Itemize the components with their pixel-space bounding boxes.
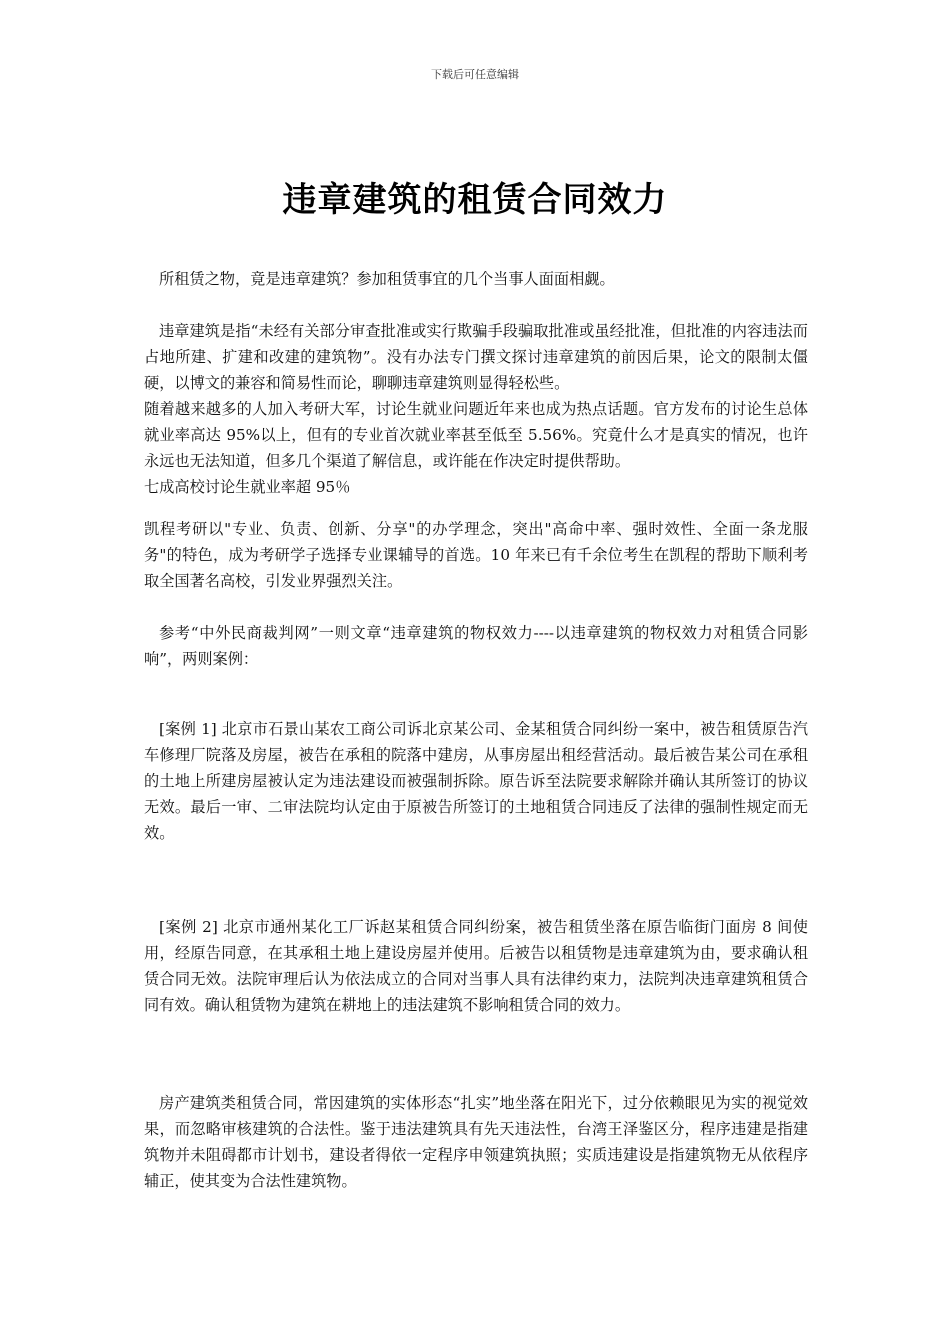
header-note: 下载后可任意编辑 <box>431 68 519 81</box>
paragraph-legality: 房产建筑类租赁合同，常因建筑的实体形态“扎实”地坐落在阳光下，过分依赖眼见为实的视觉效果，而忽略审核建筑的合法性。鉴于违法建筑具有先天违法性，台湾王泽鉴区分，程序违建是指建筑物并未阻碍都市计划书，建设者得依一定程序申领建筑执照；实质违建设是指建筑物无从依程序辅正，使其变为合法性建筑物。 <box>144 1094 808 1190</box>
paragraph-definition: 违章建筑是指“未经有关部分审查批准或实行欺骗手段骗取批准或虽经批准，但批准的内容违法而占地所建、扩建和改建的建筑物”。没有办法专门撰文探讨违章建筑的前因后果，论文的限制太僵硬，以博文的兼容和简易性而论，聊聊违章建筑则显得轻松些。 <box>144 322 808 392</box>
paragraph-case-1: [案例 1] 北京市石景山某农工商公司诉北京某公司、金某租赁合同纠纷一案中，被告租赁原告汽车修理厂院落及房屋，被告在承租的院落中建房，从事房屋出租经营活动。最后被告某公司在承租的土地上所建房屋被认定为违法建设而被强制拆除。原告诉至法院要求解除并确认其所签订的协议无效。最后一审、二审法院均认定由于原被告所签订的土地租赁合同违反了法律的强制性规定而无效。 <box>144 720 808 842</box>
paragraph-intro: 所租赁之物，竟是违章建筑？参加租赁事宜的几个当事人面面相觑。 <box>159 270 615 288</box>
paragraph-employment-rate: 七成高校讨论生就业率超 95％ <box>144 478 351 496</box>
paragraph-case-2: [案例 2] 北京市通州某化工厂诉赵某租赁合同纠纷案，被告租赁坐落在原告临街门面房 8 间使用，经原告同意，在其承租土地上建设房屋并使用。后被告以租赁物是违章建筑为由，要求确认租赁合同无效。法院审理后认为依法成立的合同对当事人具有法律约束力，法院判决违章建筑租赁合同有效。确认租赁物为建筑在耕地上的违法建筑不影响租赁合同的效力。 <box>144 918 808 1014</box>
paragraph-kaicheng: 凯程考研以"专业、负责、创新、分享"的办学理念，突出"高命中率、强时效性、全面一条龙服务"的特色，成为考研学子选择专业课辅导的首选。10 年来已有千余位考生在凯程的帮助下顺利考取全国著名高校，引发业界强烈关注。 <box>144 520 808 590</box>
page-title: 违章建筑的租赁合同效力 <box>282 180 668 220</box>
paragraph-reference: 参考“中外民商裁判网”一则文章“违章建筑的物权效力----以违章建筑的物权效力对租赁合同影响”，两则案例： <box>144 624 808 668</box>
paragraph-employment: 随着越来越多的人加入考研大军，讨论生就业问题近年来也成为热点话题。官方发布的讨论生总体就业率高达 95%以上，但有的专业首次就业率甚至低至 5.56%。究竟什么才是真实的情况，也许永远也无法知道，但多几个渠道了解信息，或许能在作决定时提供帮助。 <box>144 400 808 470</box>
